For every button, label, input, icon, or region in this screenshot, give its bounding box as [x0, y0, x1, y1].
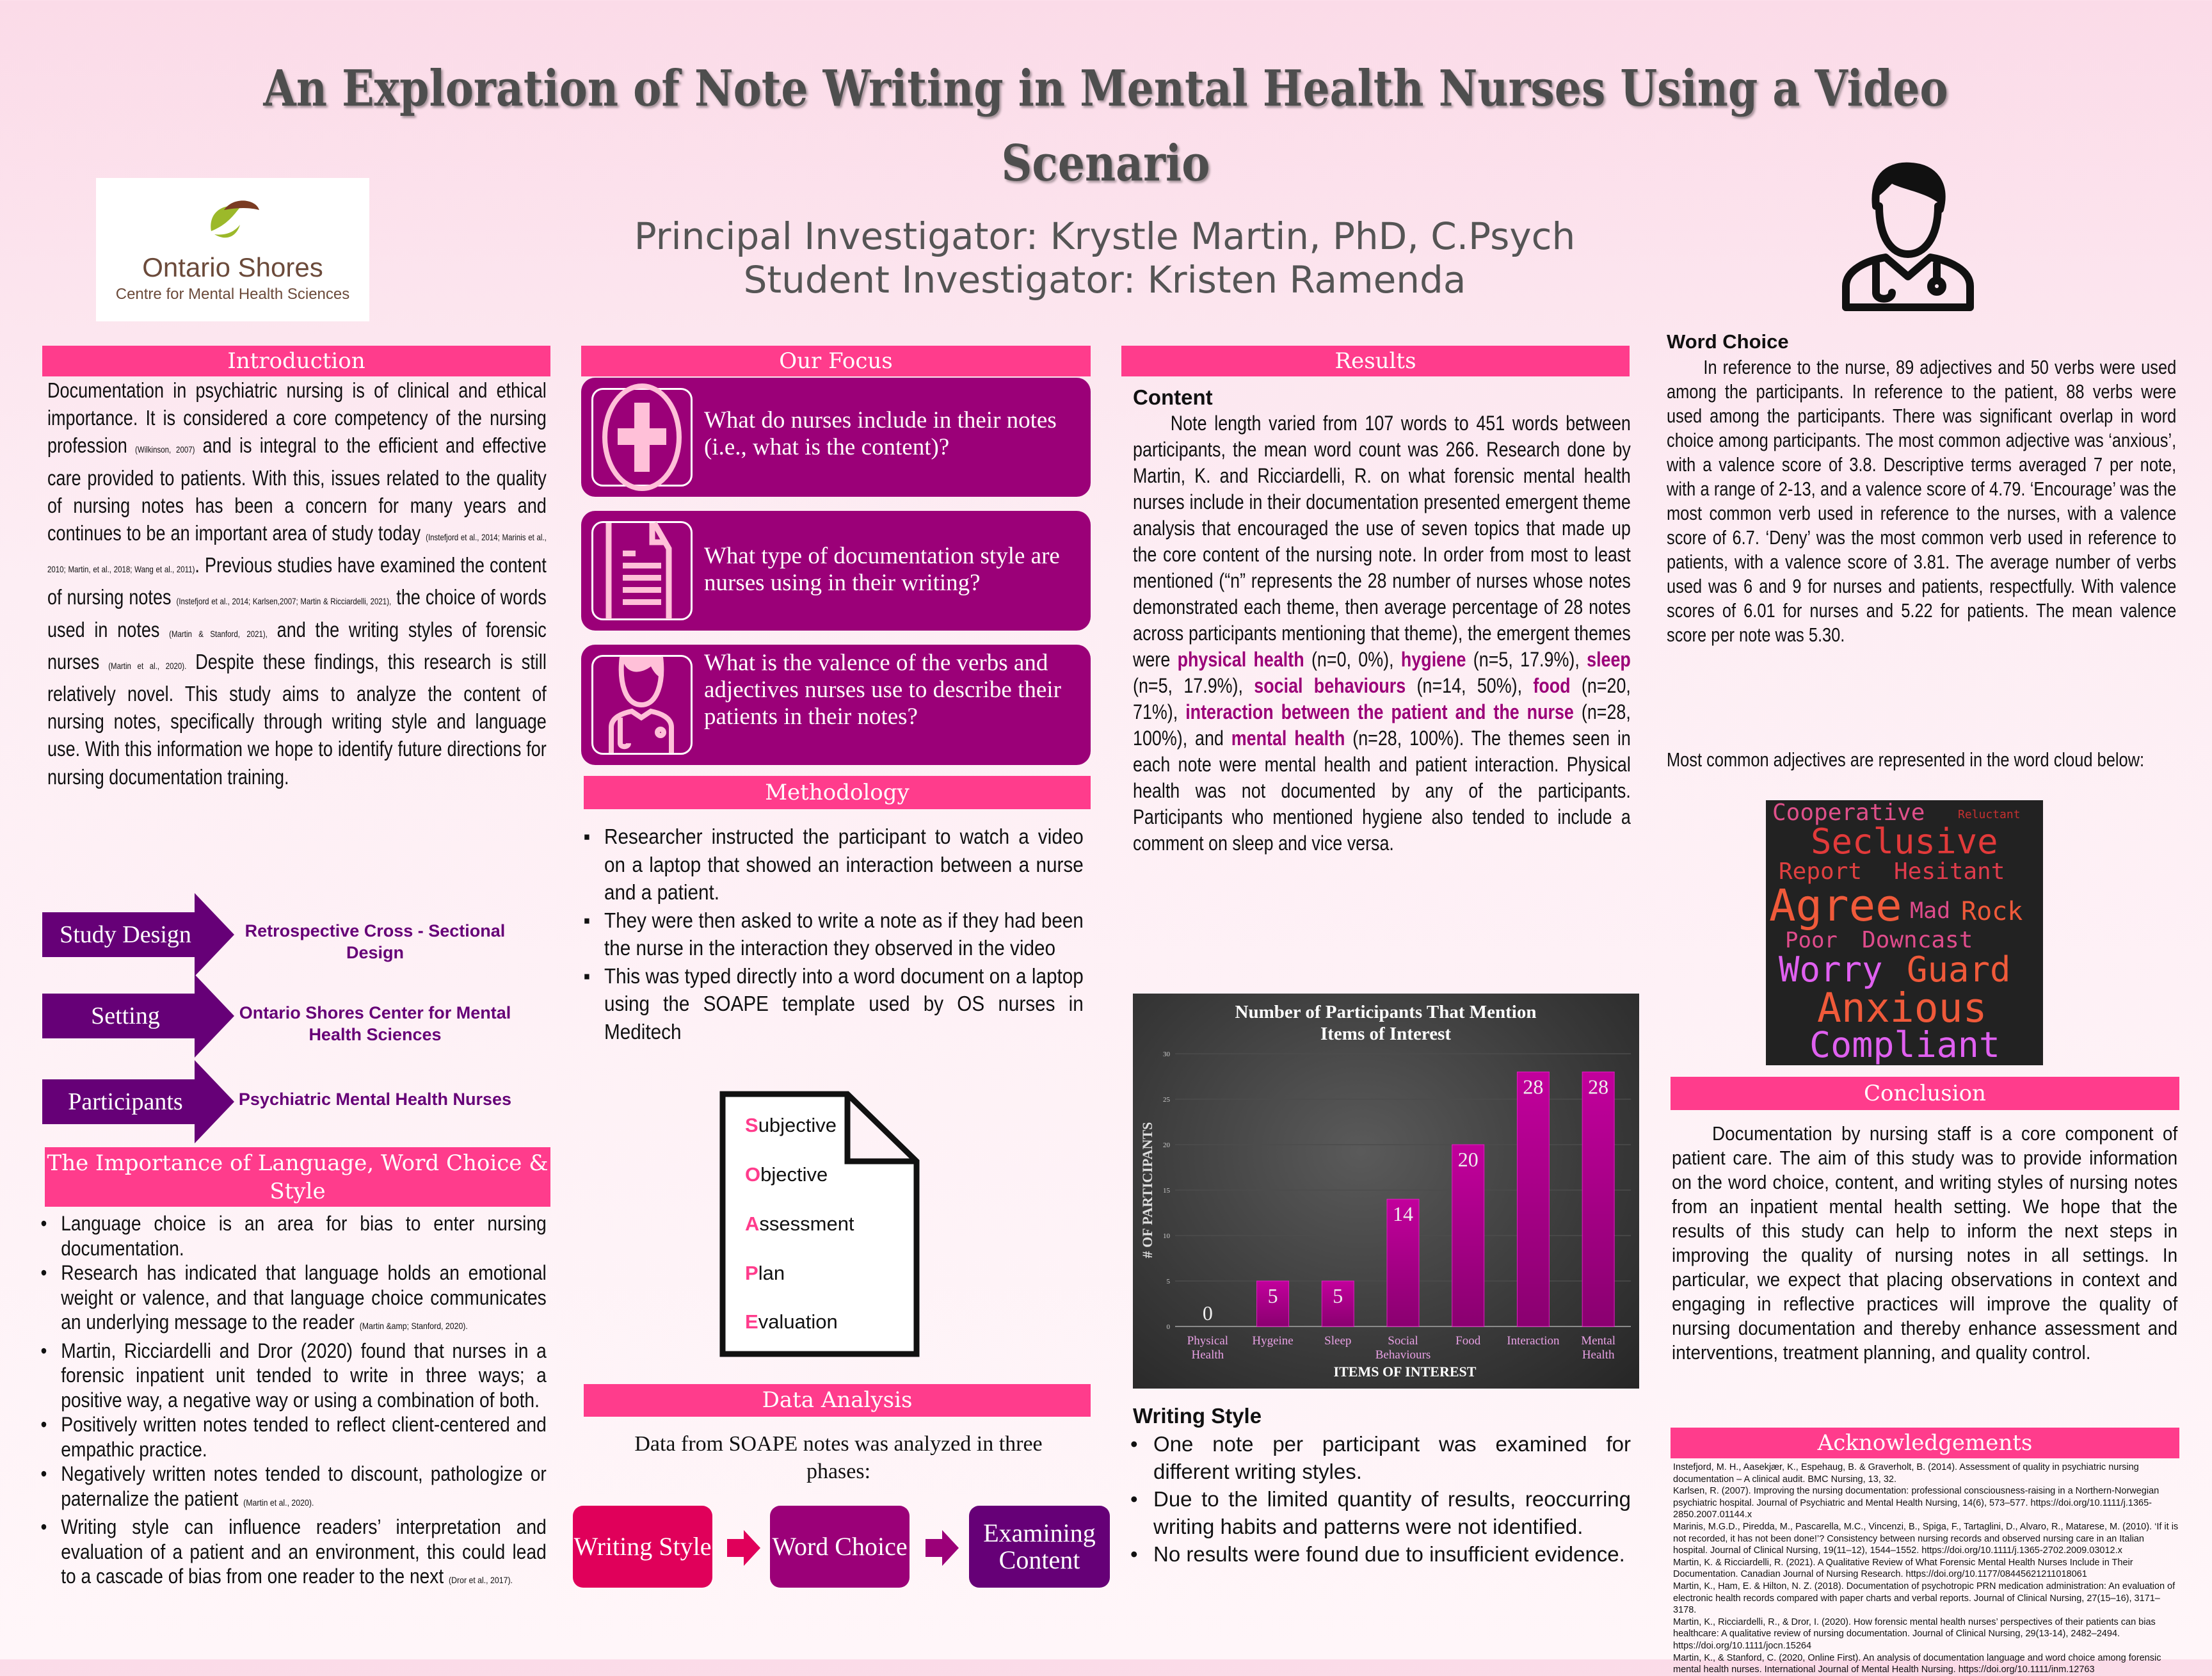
highlighted-theme: mental health: [1231, 727, 1345, 750]
focus-item-style: [581, 511, 1091, 631]
y-tick-label: 0: [1166, 1323, 1170, 1331]
word-cloud-word: Guard: [1907, 949, 2011, 990]
text-segment: (n=28, 100%), and: [1133, 700, 1631, 750]
word-cloud-word: Cooperative: [1772, 800, 1925, 826]
data-analysis-header: Data Analysis: [584, 1384, 1091, 1417]
methodology-header: Methodology: [584, 776, 1091, 809]
y-tick-label: 10: [1163, 1232, 1170, 1240]
citation: (Dror et al., 2017).: [448, 1575, 513, 1585]
methodology-bullet: ▪ Researcher instructed the participant to watch a video on a laptop that showed an interaction between a nurse and a patient.: [581, 823, 1084, 906]
methodology-bullet: ▪ This was typed directly into a word document on a laptop using the SOAPE template used by OS nurses in Meditech: [581, 962, 1084, 1046]
bar: [1582, 1072, 1614, 1326]
x-tick-label: Physical: [1187, 1334, 1229, 1348]
text-segment: Language choice is an area for bias to enter nursing documentation.: [61, 1212, 547, 1260]
arrow-right-icon: [727, 1530, 760, 1566]
data-label: 14: [1393, 1202, 1413, 1226]
arrow-right-icon: [926, 1530, 959, 1566]
soape-item-subjective: Subjective: [745, 1114, 837, 1136]
text-segment: the choice of words used in notes: [47, 585, 547, 641]
document-icon: [591, 521, 693, 620]
citation: (Instefjord et al., 2014; Marinis et al., 2010; Martin, et al., 2018; Wang et al., 2011): [47, 532, 547, 575]
bar: [1452, 1145, 1484, 1326]
language-header: The Importance of Language, Word Choice & Style: [45, 1147, 550, 1207]
text-segment: . Previous studies have examined the content of nursing notes: [47, 553, 547, 609]
text-segment: Despite these findings, this research is still relatively novel. This study aims to analyze the content of nursing notes, specifically through writing style and language use. With this information we hope to identify future directions for nursing documentation training.: [47, 649, 547, 789]
soape-item-plan: Plan: [745, 1262, 785, 1284]
text-segment: Research has indicated that language holds an emotional weight or valence, and that language choice communicates an underlying message to the reader: [61, 1261, 547, 1334]
reference: Instefjord, M. H., Aasekjær, K., Espehaug, B. & Graverholt, B. (2014). Assessment of quality in psychiatric nursing documentation – A clinical audit. BMC Nursing, 13, 32.: [1673, 1462, 2139, 1485]
bar: [1517, 1072, 1549, 1326]
word-cloud: [1766, 800, 2043, 1065]
x-tick-label: Food: [1455, 1334, 1481, 1348]
word-choice-text: In reference to the nurse, 89 adjectives and 50 verbs were used among the participants. In reference to the patient, 88 verbs were used among the participants. There was significant overlap in word choice among participants. The most common adjective was ‘anxious’, with a valence score of 3.8. Descriptive terms averaged 7 per note, with a range of 2-13, and a valence score of 4.79. ‘Encourage’ was the most common verb used in reference to the nurses, with a valence score of 6.7. ‘Deny’ was the most common verb used in reference to patients, with a valence score of 3.81. The average number of verbs used was 6 and 9 for nurses and patients, respectfully. With valence scores of 6.01 for nurses and 5.22 for patients. The mean valence score per note was 5.30.: [1667, 356, 2177, 646]
soape-document: [719, 1091, 920, 1357]
highlighted-theme: sleep: [1587, 648, 1631, 671]
text-segment: Note length varied from 107 words to 451 words between participants, the mean word count was 266. Research done by Martin, K. and Ricciardelli, R. on what forensic mental health nurses include in their documentation presented emergent theme analysis that encouraged the use of seven topics that made up the core content of the nursing note. In order from most to least mentioned (“n” represents the 28 number of nurses whose notes demonstrated each theme, then average percentage of 28 notes across participants mentioning that theme), the emergent themes were: [1133, 412, 1631, 671]
focus-question: What is the valence of the verbs and adjectives nurses use to describe their patients in their notes?: [704, 650, 1061, 730]
word-cloud-word: Mad: [1910, 898, 1951, 924]
study-design-label: Study Design: [60, 921, 191, 948]
y-axis-label: # OF PARTICIPANTS: [1139, 1122, 1155, 1259]
references-list: [1673, 1462, 2179, 1676]
language-bullet: [38, 1339, 547, 1413]
reference: Karlsen, R. (2007). Improving the nursing documentation: professional consciousness-raising in a Northern-Norwegian psychiatric hospital. Journal of Psychiatric and Mental Health Nursing, 14(6), 573–577. https://doi.org/10.1111/j.1365-2850.2007.01144.x: [1673, 1486, 2160, 1520]
chart-title: Number of Participants That Mention: [1235, 1002, 1537, 1022]
poster-title: An Exploration of Note Writing in Mental Health Nurses Using a Video Scenario: [263, 60, 1948, 193]
word-cloud-word: Poor: [1785, 928, 1838, 953]
highlighted-theme: hygiene: [1400, 648, 1466, 671]
text-segment: (n=14, 50%),: [1406, 674, 1534, 697]
language-bullet: [38, 1261, 547, 1339]
reference: Martin, K., Ham, E. & Hilton, N. Z. (2018). Documentation of psychotropic PRN medication administration: An evaluation of electronic health records compared with paper charts and verbal reports. Journal of Clinical Nursing, 27(15–16), 3171–3178.: [1673, 1581, 2176, 1616]
writing-style-bullets: [1128, 1430, 1631, 1568]
x-tick-label: Social: [1388, 1334, 1418, 1348]
nurse-icon: [591, 655, 693, 755]
data-label: 0: [1202, 1301, 1213, 1325]
logo-subtitle: Centre for Mental Health Sciences: [115, 286, 350, 303]
chart-title: Items of Interest: [1320, 1024, 1452, 1044]
word-cloud-word: Downcast: [1862, 927, 1973, 953]
text-segment: and the writing styles of forensic nurses: [47, 617, 547, 673]
text-segment: and is integral to the efficient and effective care provided to patients. With this, issues related to the quality of nursing notes has been a concern for many years and continues to be an important area of study today: [47, 433, 547, 545]
word-cloud-word: Reluctant: [1958, 808, 2021, 821]
reference: Martin, K., & Stanford, C. (2020, Online First). An analysis of documentation language and word choice among forensic mental health nurses. International Journal of Mental Health Nursing. https://doi.org/10.1111/inm.12763: [1673, 1652, 2161, 1675]
reference: Martin, K., Ricciardelli, R., & Dror, I. (2020). How forensic mental health nurses’ perspectives of their patients can bias healthcare: A qualitative review of nursing documentation. Journal of Clinical Nursing, 29(13-14), 2482–2494. https://doi.org/10.1111/jocn.15264: [1673, 1616, 2156, 1651]
study-design-value: Retrospective Cross - Sectional Design: [244, 921, 506, 962]
x-tick-label: Mental: [1581, 1334, 1616, 1348]
language-bullet: [38, 1462, 547, 1515]
y-tick-label: 5: [1166, 1278, 1170, 1285]
setting-arrow: [42, 974, 234, 1058]
participants-arrow: [42, 1060, 234, 1143]
citation: (Instefjord et al., 2014; Karlsen,2007; Martin & Ricciardelli, 2021),: [176, 596, 392, 607]
focus-item-content: [581, 378, 1091, 497]
word-cloud-word: Report: [1779, 858, 1863, 885]
text-segment: (n=5, 17.9%),: [1133, 674, 1254, 697]
citation: (Martin & Stanford, 2021),: [169, 628, 268, 639]
focus-question: What type of documentation style are nurses using in their writing?: [704, 543, 1060, 596]
x-tick-label: Health: [1582, 1348, 1615, 1362]
setting-label: Setting: [91, 1003, 160, 1029]
data-label: 5: [1267, 1284, 1278, 1307]
soape-item-evaluation: Evaluation: [745, 1310, 838, 1333]
data-label: 28: [1523, 1075, 1544, 1099]
x-tick-label: Hygeine: [1252, 1334, 1294, 1348]
focus-header: Our Focus: [581, 346, 1091, 376]
results-header: Results: [1121, 346, 1630, 376]
language-bullet: [38, 1515, 547, 1593]
methodology-bullets: [581, 823, 1084, 1045]
word-cloud-word: Rock: [1961, 897, 2023, 926]
highlighted-theme: physical health: [1177, 648, 1304, 671]
text-segment: Positively written notes tended to reflect client-centered and empathic practice.: [61, 1413, 547, 1461]
language-bullet: [38, 1412, 547, 1462]
focus-question: What do nurses include in their notes (i.e., what is the content)?: [704, 407, 1057, 460]
participants-bar-chart: [1133, 994, 1639, 1389]
highlighted-theme: food: [1533, 674, 1571, 697]
citation: (Martin et al., 2020).: [243, 1497, 314, 1508]
results-content-text: [1133, 410, 1631, 857]
word-cloud-word: Agree: [1769, 880, 1902, 931]
x-tick-label: Health: [1191, 1348, 1224, 1362]
word-cloud-word: Seclusive: [1811, 821, 1998, 862]
citation: (Wilkinson, 2007): [135, 444, 195, 455]
word-cloud-word: Anxious: [1817, 985, 1987, 1031]
writing-style-bullet: • Due to the limited quantity of results, reoccurring writing habits and patterns were not identified.: [1128, 1485, 1631, 1540]
writing-style-bullet: • One note per participant was examined for different writing styles.: [1128, 1430, 1631, 1485]
word-choice-subheading: Word Choice: [1667, 330, 1789, 353]
medical-cross-icon: [591, 388, 693, 487]
text-segment: Martin, Ricciardelli and Dror (2020) found that nurses in a forensic inpatient unit tended to write in three ways; a positive way, a negative way or using a combination of both.: [61, 1339, 547, 1412]
logo-leaf-icon: [205, 196, 262, 247]
reference: Marinis, M.G.D., Piredda, M., Pascarella, M.C., Vincenzi, B., Spiga, F., Tartaglini, D., Alvaro, R., Matarese, M. (2010). ‘If it is not recorded, it has not been done!’? Consistency between nursing records and observed nursing care in an Italian hospital. Journal of Clinical Nursing, 19(11–12), 1544–1552. https://doi.org/10.1111/j.1365-2702.2009.03012.x: [1673, 1521, 2179, 1556]
y-tick-label: 25: [1163, 1096, 1170, 1104]
data-label: 28: [1588, 1075, 1609, 1099]
text-segment: Writing style can influence readers’ interpretation and evaluation of a patient and an environment, this could lead to a cascade of bias from one reader to the next: [61, 1515, 547, 1588]
x-tick-label: Interaction: [1507, 1334, 1560, 1348]
introduction-header: Introduction: [42, 346, 550, 376]
word-cloud-intro: Most common adjectives are represented in the word cloud below:: [1667, 748, 2145, 771]
x-tick-label: Behaviours: [1375, 1348, 1431, 1362]
writing-style-subheading: Writing Style: [1133, 1404, 1262, 1428]
phase-word-choice: Word Choice: [770, 1506, 910, 1588]
conclusion-header: Conclusion: [1671, 1077, 2179, 1110]
soape-item-objective: Objective: [745, 1163, 828, 1186]
study-design-arrow: [42, 893, 234, 976]
data-label: 20: [1457, 1148, 1479, 1171]
nurse-icon: [1841, 155, 1975, 312]
word-cloud-word: Compliant: [1809, 1024, 2001, 1065]
acknowledgements-header: Acknowledgements: [1671, 1428, 2179, 1458]
participants-label: Participants: [68, 1088, 183, 1115]
text-segment: (n=0, 0%),: [1304, 648, 1401, 671]
participants-value: Psychiatric Mental Health Nurses: [238, 1090, 512, 1109]
phase-examining-content: Examining Content: [969, 1506, 1110, 1588]
logo-name: Ontario Shores: [142, 252, 323, 282]
text-segment: (n=28, 100%). The themes seen in each note were mental health and patient interaction. Physical health was not documented by any of the participants. Participants who mentioned hygiene also tended to include a comment on sleep and vice versa.: [1133, 727, 1631, 855]
language-bullets: [38, 1211, 547, 1593]
y-tick-label: 15: [1163, 1187, 1170, 1195]
conclusion-text: Documentation by nursing staff is a core component of patient care. The aim of this study was to provide information on the word choice, content, and writing styles of nursing notes from an inpatient mental health setting. We hope that the results of this study can help to inform the next steps in improving the quality of nursing notes in all settings. In particular, we expect that placing observations in context and engaging in reflective practices will improve the quality of nursing documentation and thereby enhance assessment and interventions, treatment planning, and quality control.: [1672, 1122, 2178, 1364]
word-cloud-word: Worry: [1779, 949, 1883, 990]
methodology-bullet: ▪ They were then asked to write a note as if they had been the nurse in the interaction they observed in the video: [581, 906, 1084, 962]
soape-item-assessment: Assessment: [745, 1213, 854, 1235]
phase-writing-style: Writing Style: [573, 1506, 712, 1588]
language-bullet: [38, 1211, 547, 1261]
text-segment: (n=20, 71%),: [1133, 674, 1631, 723]
setting-value: Ontario Shores Center for Mental Health Sciences: [239, 1003, 511, 1044]
focus-item-valence: [581, 645, 1091, 765]
y-tick-label: 30: [1163, 1051, 1170, 1058]
student-investigator: Student Investigator: Kristen Ramenda: [743, 258, 1466, 302]
text-segment: Documentation in psychiatric nursing is of clinical and ethical importance. It is considered a core competency of the nursing profession: [47, 378, 547, 458]
text-segment: Negatively written notes tended to discount, pathologize or paternalize the patient: [61, 1462, 547, 1510]
ontario-shores-logo: [96, 178, 369, 321]
citation: (Martin et al., 2020).: [108, 660, 187, 671]
principal-investigator: Principal Investigator: Krystle Martin, PhD, C.Psych: [634, 214, 1576, 258]
reference: Martin, K. & Ricciardelli, R. (2021). A Qualitative Review of What Forensic Mental Health Nurses Include in Their Documentation. Canadian Journal of Nursing Research. https://doi.org/10.1177/08445621211018061: [1673, 1557, 2133, 1580]
x-axis-label: ITEMS OF INTEREST: [1333, 1364, 1477, 1380]
data-label: 5: [1333, 1284, 1343, 1307]
writing-style-bullet: • No results were found due to insufficient evidence.: [1128, 1540, 1631, 1568]
highlighted-theme: social behaviours: [1254, 674, 1406, 697]
y-tick-label: 20: [1163, 1141, 1170, 1149]
data-analysis-text: Data from SOAPE notes was analyzed in three phases:: [634, 1432, 1043, 1483]
text-segment: (n=5, 17.9%),: [1466, 648, 1587, 671]
introduction-text: [47, 376, 547, 791]
content-subheading: Content: [1133, 385, 1213, 409]
citation: (Martin &amp; Stanford, 2020).: [359, 1321, 468, 1331]
x-tick-label: Sleep: [1324, 1334, 1352, 1348]
highlighted-theme: interaction between the patient and the nurse: [1185, 700, 1574, 723]
word-cloud-word: Hesitant: [1894, 858, 2005, 885]
